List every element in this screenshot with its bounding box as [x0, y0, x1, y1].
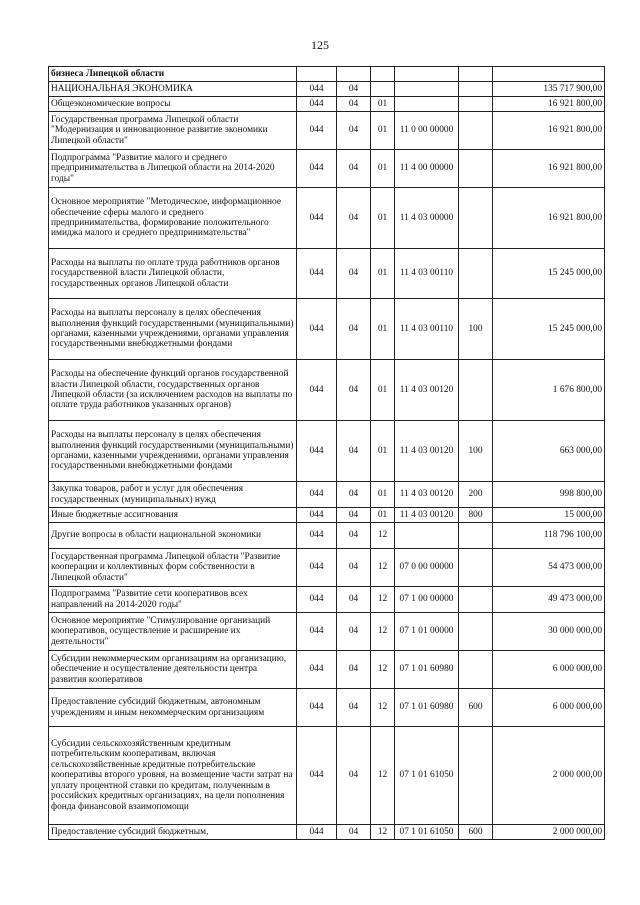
table-row	[49, 150, 605, 188]
subsection-code: 12	[371, 523, 395, 549]
row-name: Государственная программа Липецкой области "Развитие кооперации и коллективных форм собственности в Липецкой области"	[49, 549, 297, 587]
target-code: 07 1 01 60980	[395, 689, 459, 727]
expense-type-code	[459, 523, 493, 549]
row-name: Подпрограмма "Развитие сети кооперативов всех направлений на 2014-2020 годы"	[49, 587, 297, 613]
section-code: 04	[337, 508, 371, 523]
row-name: Государственная программа Липецкой области "Модернизация и инновационное развитие экономики Липецкой области"	[49, 112, 297, 150]
subsection-code: 01	[371, 482, 395, 508]
table-row	[49, 97, 605, 112]
section-code: 04	[337, 97, 371, 112]
subsection-code: 01	[371, 150, 395, 188]
subsection-code	[371, 82, 395, 97]
admin-code: 044	[297, 82, 337, 97]
subsection-code: 01	[371, 97, 395, 112]
subsection-code: 12	[371, 727, 395, 825]
section-code: 04	[337, 82, 371, 97]
amount: 1 676 800,00	[493, 360, 605, 421]
amount: 15 245 000,00	[493, 249, 605, 299]
amount: 6 000 000,00	[493, 689, 605, 727]
row-name: НАЦИОНАЛЬНАЯ ЭКОНОМИКА	[49, 82, 297, 97]
admin-code: 044	[297, 549, 337, 587]
row-name: Предоставление субсидий бюджетным,	[49, 825, 297, 840]
amount: 54 473 000,00	[493, 549, 605, 587]
table-row	[49, 825, 605, 840]
table-row	[49, 112, 605, 150]
section-code: 04	[337, 360, 371, 421]
expense-type-code	[459, 188, 493, 249]
admin-code	[297, 67, 337, 82]
row-name: бизнеса Липецкой области	[49, 67, 297, 82]
expense-type-code	[459, 651, 493, 689]
table-row	[49, 613, 605, 651]
admin-code: 044	[297, 727, 337, 825]
subsection-code: 01	[371, 299, 395, 360]
expense-type-code	[459, 112, 493, 150]
expense-type-code: 600	[459, 825, 493, 840]
section-code: 04	[337, 112, 371, 150]
table-row	[49, 523, 605, 549]
row-name: Субсидии некоммерческим организациям на организацию, обеспечение и осуществление деятельности центра развития кооперативов	[49, 651, 297, 689]
amount: 16 921 800,00	[493, 97, 605, 112]
amount: 663 000,00	[493, 421, 605, 482]
target-code: 11 4 03 00120	[395, 482, 459, 508]
amount: 2 000 000,00	[493, 825, 605, 840]
row-name: Основное мероприятие "Стимулирование организаций кооперативов, осуществление и расширение их деятельности"	[49, 613, 297, 651]
admin-code: 044	[297, 587, 337, 613]
admin-code: 044	[297, 523, 337, 549]
section-code: 04	[337, 421, 371, 482]
page-number: 125	[311, 38, 329, 52]
target-code	[395, 97, 459, 112]
target-code	[395, 82, 459, 97]
table-row	[49, 82, 605, 97]
admin-code: 044	[297, 689, 337, 727]
admin-code: 044	[297, 188, 337, 249]
table-row	[49, 587, 605, 613]
subsection-code	[371, 67, 395, 82]
table-row	[49, 249, 605, 299]
target-code: 11 4 03 00120	[395, 421, 459, 482]
section-code: 04	[337, 727, 371, 825]
section-code: 04	[337, 549, 371, 587]
target-code: 07 0 00 00000	[395, 549, 459, 587]
row-name: Субсидии сельскохозяйственным кредитным потребительским кооперативам, включая сельскохозяйственные кредитные потребительские кооперативы второго уровня, на возмещение части затрат на уплату процентной ставки по кредитам, полученным в российских кредитных организациях, на цели пополнения фонда финансовой взаимопомощи	[49, 727, 297, 825]
section-code: 04	[337, 613, 371, 651]
admin-code: 044	[297, 651, 337, 689]
table-row	[49, 482, 605, 508]
table-row	[49, 549, 605, 587]
row-name: Основное мероприятие "Методическое, информационное обеспечение сферы малого и среднего предпринимательства, формирование положительного имиджа малого и среднего предпринимательства"	[49, 188, 297, 249]
target-code: 07 1 01 61050	[395, 727, 459, 825]
amount: 49 473 000,00	[493, 587, 605, 613]
expense-type-code	[459, 613, 493, 651]
target-code: 11 4 03 00110	[395, 249, 459, 299]
table-row	[49, 188, 605, 249]
section-code: 04	[337, 825, 371, 840]
section-code: 04	[337, 188, 371, 249]
row-name: Предоставление субсидий бюджетным, автономным учреждениям и иным некоммерческим организациям	[49, 689, 297, 727]
admin-code: 044	[297, 482, 337, 508]
expense-type-code	[459, 549, 493, 587]
expense-type-code: 600	[459, 689, 493, 727]
target-code: 11 4 03 00110	[395, 299, 459, 360]
target-code: 07 1 01 00000	[395, 613, 459, 651]
amount: 30 000 000,00	[493, 613, 605, 651]
subsection-code: 01	[371, 249, 395, 299]
amount: 998 800,00	[493, 482, 605, 508]
section-code: 04	[337, 249, 371, 299]
admin-code: 044	[297, 508, 337, 523]
subsection-code: 12	[371, 613, 395, 651]
expense-type-code: 100	[459, 299, 493, 360]
amount	[493, 67, 605, 82]
section-code: 04	[337, 651, 371, 689]
expense-type-code: 200	[459, 482, 493, 508]
subsection-code: 12	[371, 825, 395, 840]
row-name: Расходы на обеспечение функций органов государственной власти Липецкой области, государственных органов Липецкой области (за исключением расходов на выплаты по оплате труда работников указанных органов)	[49, 360, 297, 421]
section-code: 04	[337, 150, 371, 188]
expense-type-code	[459, 150, 493, 188]
subsection-code: 12	[371, 651, 395, 689]
table-row	[49, 299, 605, 360]
target-code	[395, 67, 459, 82]
table-row	[49, 651, 605, 689]
target-code: 11 4 03 00120	[395, 360, 459, 421]
row-name: Подпрограмма "Развитие малого и среднего предпринимательства в Липецкой области на 2014-2020 годы"	[49, 150, 297, 188]
expense-type-code: 100	[459, 421, 493, 482]
table-row	[49, 421, 605, 482]
subsection-code: 12	[371, 689, 395, 727]
section-code: 04	[337, 482, 371, 508]
target-code: 07 1 01 61050	[395, 825, 459, 840]
amount: 15 000,00	[493, 508, 605, 523]
subsection-code: 12	[371, 549, 395, 587]
amount: 6 000 000,00	[493, 651, 605, 689]
budget-table	[48, 66, 605, 840]
expense-type-code	[459, 97, 493, 112]
amount: 135 717 900,00	[493, 82, 605, 97]
admin-code: 044	[297, 613, 337, 651]
target-code: 07 1 00 00000	[395, 587, 459, 613]
admin-code: 044	[297, 360, 337, 421]
row-name: Другие вопросы в области национальной экономики	[49, 523, 297, 549]
target-code: 11 4 03 00120	[395, 508, 459, 523]
table-row	[49, 508, 605, 523]
row-name: Расходы на выплаты по оплате труда работников органов государственной власти Липецкой области, государственных органов Липецкой области	[49, 249, 297, 299]
row-name: Расходы на выплаты персоналу в целях обеспечения выполнения функций государственными (муниципальными) органами, казенными учреждениями, органами управления государственными внебюджетными фондами	[49, 299, 297, 360]
section-code: 04	[337, 299, 371, 360]
amount: 2 000 000,00	[493, 727, 605, 825]
target-code	[395, 523, 459, 549]
amount: 16 921 800,00	[493, 188, 605, 249]
target-code: 07 1 01 60980	[395, 651, 459, 689]
subsection-code: 01	[371, 508, 395, 523]
subsection-code: 01	[371, 421, 395, 482]
row-name: Иные бюджетные ассигнования	[49, 508, 297, 523]
admin-code: 044	[297, 97, 337, 112]
amount: 118 796 100,00	[493, 523, 605, 549]
row-name: Закупка товаров, работ и услуг для обеспечения государственных (муниципальных) нужд	[49, 482, 297, 508]
table-row	[49, 67, 605, 82]
admin-code: 044	[297, 825, 337, 840]
subsection-code: 01	[371, 112, 395, 150]
subsection-code: 01	[371, 188, 395, 249]
table-row	[49, 360, 605, 421]
section-code: 04	[337, 689, 371, 727]
amount: 16 921 800,00	[493, 150, 605, 188]
section-code: 04	[337, 523, 371, 549]
amount: 15 245 000,00	[493, 299, 605, 360]
expense-type-code	[459, 727, 493, 825]
expense-type-code: 800	[459, 508, 493, 523]
expense-type-code	[459, 249, 493, 299]
subsection-code: 12	[371, 587, 395, 613]
row-name: Расходы на выплаты персоналу в целях обеспечения выполнения функций государственными (муниципальными) органами, казенными учреждениями, органами управления государственными внебюджетными фондами	[49, 421, 297, 482]
amount: 16 921 800,00	[493, 112, 605, 150]
admin-code: 044	[297, 299, 337, 360]
admin-code: 044	[297, 249, 337, 299]
row-name: Общеэкономические вопросы	[49, 97, 297, 112]
expense-type-code	[459, 587, 493, 613]
expense-type-code	[459, 360, 493, 421]
admin-code: 044	[297, 112, 337, 150]
table-row	[49, 689, 605, 727]
section-code: 04	[337, 587, 371, 613]
section-code	[337, 67, 371, 82]
expense-type-code	[459, 82, 493, 97]
subsection-code: 01	[371, 360, 395, 421]
admin-code: 044	[297, 150, 337, 188]
target-code: 11 4 00 00000	[395, 150, 459, 188]
target-code: 11 0 00 00000	[395, 112, 459, 150]
table-row	[49, 727, 605, 825]
admin-code: 044	[297, 421, 337, 482]
target-code: 11 4 03 00000	[395, 188, 459, 249]
expense-type-code	[459, 67, 493, 82]
